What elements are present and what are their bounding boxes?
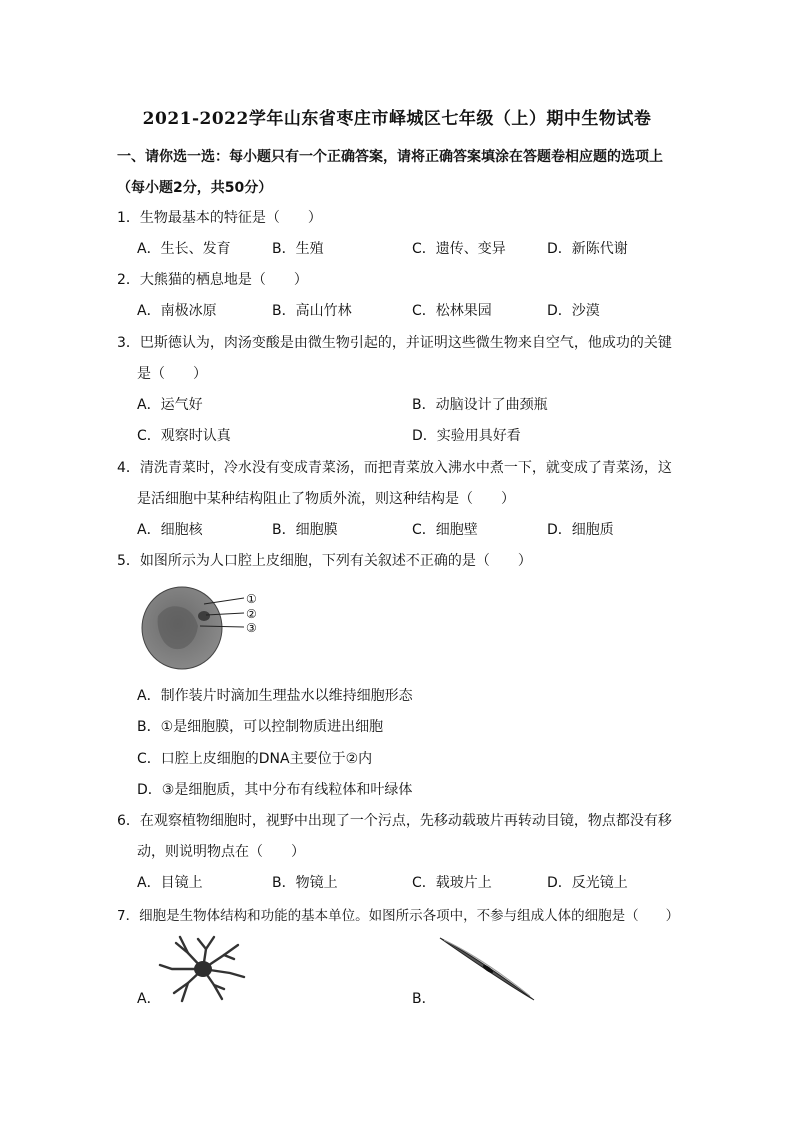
figure-label-3: ③ xyxy=(246,621,257,635)
question-1-option-a[interactable]: A．生长、发育 xyxy=(137,241,231,257)
question-6-stem: 6．在观察植物细胞时，视野中出现了一个污点，先移动载玻片再转动目镜，物点都没有移 xyxy=(117,813,672,829)
question-2-option-c[interactable]: C．松林果园 xyxy=(412,303,492,319)
question-4-option-d[interactable]: D．细胞质 xyxy=(547,522,614,538)
question-5-option-b[interactable]: B．①是细胞膜，可以控制物质进出细胞 xyxy=(137,719,384,735)
question-2-option-a[interactable]: A．南极冰原 xyxy=(137,303,217,319)
question-7-option-b[interactable]: B． xyxy=(412,991,436,1007)
question-7-option-a[interactable]: A． xyxy=(137,991,161,1007)
question-5-stem: 5．如图所示为人口腔上皮细胞，下列有关叙述不正确的是（ ） xyxy=(117,553,532,569)
question-4-stem: 4．清洗青菜时，冷水没有变成青菜汤，而把青菜放入沸水中煮一下，就变成了青菜汤，这 xyxy=(117,460,672,476)
oral-epithelial-cell-figure xyxy=(138,582,268,674)
question-3-option-c[interactable]: C．观察时认真 xyxy=(137,428,231,444)
neuron-figure xyxy=(158,935,248,1003)
question-3-stem-cont: 是（ ） xyxy=(137,366,207,382)
question-4-option-c[interactable]: C．细胞壁 xyxy=(412,522,478,538)
question-1-option-d[interactable]: D．新陈代谢 xyxy=(547,241,628,257)
question-3-stem: 3．巴斯德认为，肉汤变酸是由微生物引起的，并证明这些微生物来自空气，他成功的关键 xyxy=(117,335,672,351)
question-1-option-c[interactable]: C．遗传、变异 xyxy=(412,241,506,257)
section-heading: 一、请你选一选：每小题只有一个正确答案，请将正确答案填涂在答题卷相应题的选项上 xyxy=(117,149,663,165)
question-4-option-b[interactable]: B．细胞膜 xyxy=(272,522,338,538)
question-4-option-a[interactable]: A．细胞核 xyxy=(137,522,203,538)
question-4-stem-cont: 是活细胞中某种结构阻止了物质外流，则这种结构是（ ） xyxy=(137,491,515,507)
question-6-option-b[interactable]: B．物镜上 xyxy=(272,875,338,891)
neuron-cell-body xyxy=(194,961,212,977)
question-6-option-c[interactable]: C．载玻片上 xyxy=(412,875,492,891)
cell-nucleus-shape xyxy=(198,611,210,621)
question-2-option-d[interactable]: D．沙漠 xyxy=(547,303,600,319)
question-5-option-a[interactable]: A．制作装片时滴加生理盐水以维持细胞形态 xyxy=(137,688,413,704)
question-6-option-d[interactable]: D．反光镜上 xyxy=(547,875,628,891)
figure-label-2: ② xyxy=(246,607,257,621)
figure-label-1: ① xyxy=(246,592,257,606)
question-1-stem: 1．生物最基本的特征是（ ） xyxy=(117,210,322,226)
question-6-stem-cont: 动，则说明物点在（ ） xyxy=(137,844,305,860)
question-2-stem: 2．大熊猫的栖息地是（ ） xyxy=(117,272,308,288)
question-2-option-b[interactable]: B．高山竹林 xyxy=(272,303,352,319)
page-title: 2021-2022学年山东省枣庄市峄城区七年级（上）期中生物试卷 xyxy=(142,109,652,129)
muscle-cell-figure xyxy=(438,936,538,1004)
section-note: （每小题2分，共50分） xyxy=(117,180,273,196)
question-7-stem: 7．细胞是生物体结构和功能的基本单位。如图所示各项中，不参与组成人体的细胞是（ ） xyxy=(117,908,680,924)
question-5-option-d[interactable]: D．③是细胞质，其中分布有线粒体和叶绿体 xyxy=(137,782,413,798)
question-1-option-b[interactable]: B．生殖 xyxy=(272,241,324,257)
question-5-option-c[interactable]: C．口腔上皮细胞的DNA主要位于②内 xyxy=(137,751,373,767)
question-3-option-b[interactable]: B．动脑设计了曲颈瓶 xyxy=(412,397,548,413)
question-3-option-a[interactable]: A．运气好 xyxy=(137,397,203,413)
question-6-option-a[interactable]: A．目镜上 xyxy=(137,875,203,891)
question-3-option-d[interactable]: D．实验用具好看 xyxy=(412,428,521,444)
